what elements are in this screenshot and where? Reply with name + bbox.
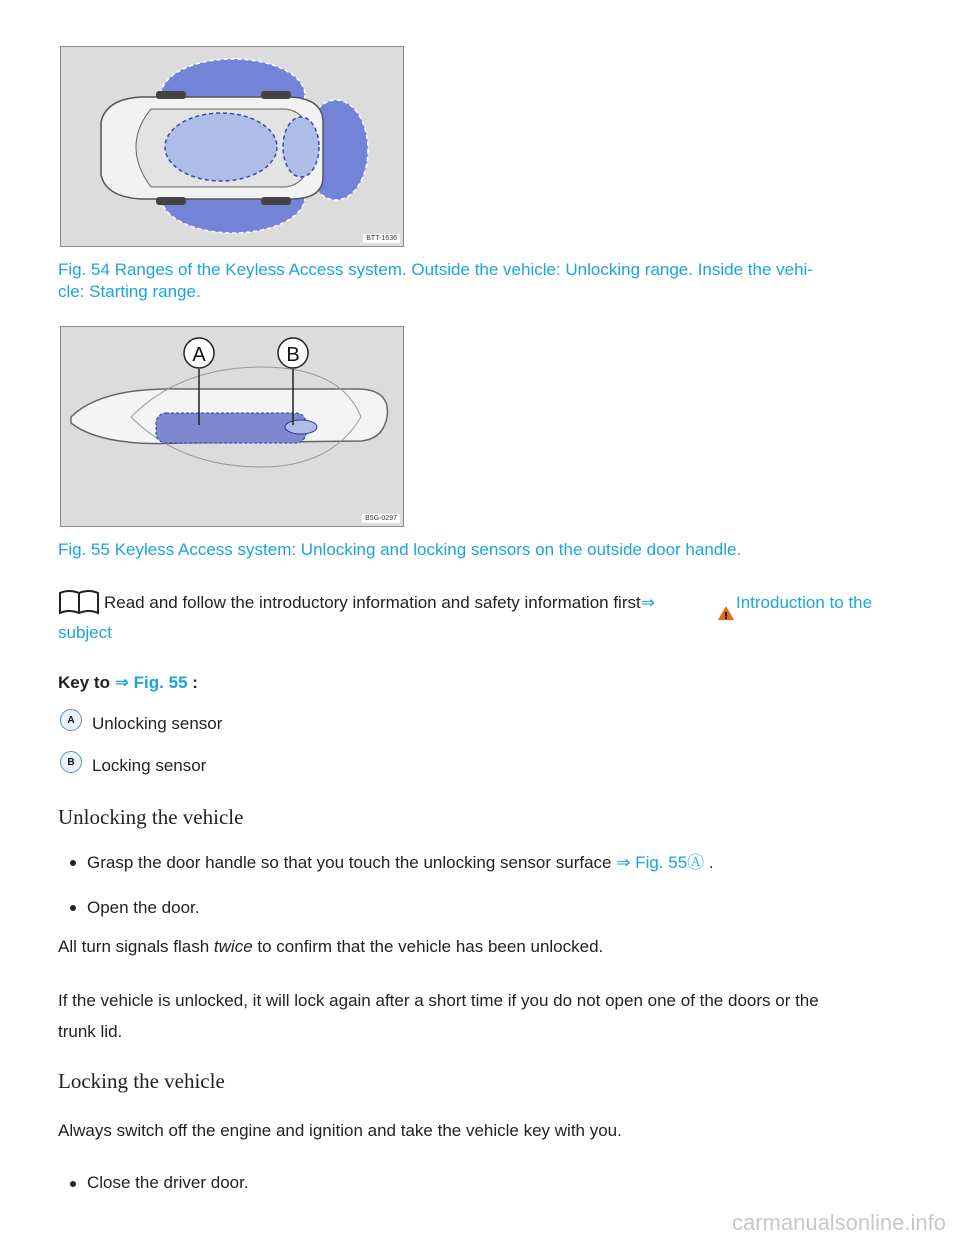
figure-code: BTT-1636	[363, 234, 400, 243]
figure-55-image	[60, 326, 404, 527]
figure-55-caption: Fig. 55 Keyless Access system: Unlocking and locking sensors on the outside door handle.	[58, 540, 742, 559]
watermark: carmanualsonline.info	[731, 1210, 946, 1235]
book-icon	[58, 589, 100, 620]
unlock-step-1-link[interactable]: ⇒ Fig. 55Ⓐ	[616, 853, 705, 872]
unlock-step-2: Open the door.	[87, 898, 200, 917]
figure-54-image	[60, 46, 404, 247]
intro-link-line1[interactable]: Introduction to the	[736, 593, 873, 612]
bullet	[70, 1181, 76, 1187]
intro-link-line2[interactable]: subject	[58, 623, 112, 642]
key-prefix: Key to	[58, 673, 110, 692]
intro-arrow[interactable]: ⇒	[640, 593, 655, 612]
relock-line-2: trunk lid.	[58, 1022, 123, 1041]
unlock-step-1-text: Grasp the door handle so that you touch the unlocking sensor surface	[87, 853, 612, 872]
locking-sensor-area	[285, 420, 317, 434]
key-item-locking-sensor: Locking sensor	[92, 756, 207, 775]
key-item-unlocking-sensor: Unlocking sensor	[92, 714, 223, 733]
unlocking-heading: Unlocking the vehicle	[58, 805, 244, 829]
key-heading	[58, 672, 918, 694]
figure-code: B5G-0297	[362, 514, 400, 523]
callout-a-label: A	[192, 344, 206, 366]
starting-range-cabin	[165, 113, 277, 181]
lock-step-1: Close the driver door.	[87, 1173, 249, 1192]
door-handle-diagram	[61, 327, 404, 527]
badge-b: B	[60, 751, 82, 773]
unlock-step-1-end: .	[708, 853, 714, 872]
signals-emphasis: twice	[213, 937, 253, 956]
key-fig-link[interactable]: ⇒ Fig. 55	[114, 673, 188, 692]
signals-post: to confirm that the vehicle has been unlocked.	[257, 937, 604, 956]
bullet	[70, 860, 76, 866]
starting-range-trunk	[283, 117, 319, 177]
intro-text: Read and follow the introductory information and safety information first	[104, 593, 641, 612]
locking-heading: Locking the vehicle	[58, 1069, 225, 1093]
relock-line-1: If the vehicle is unlocked, it will lock again after a short time if you do not open one of the doors or the	[58, 991, 819, 1010]
keyless-range-diagram	[61, 47, 404, 247]
badge-a: A	[60, 709, 82, 731]
svg-text:!: !	[723, 611, 729, 621]
unlocking-sensor-area	[156, 413, 306, 443]
callout-b-label: B	[286, 344, 300, 366]
turn-signal-text	[58, 936, 918, 958]
key-suffix: :	[192, 673, 198, 692]
locking-intro: Always switch off the engine and ignition and take the vehicle key with you.	[58, 1121, 622, 1140]
unlock-step-1	[87, 852, 907, 874]
signals-pre: All turn signals flash	[58, 937, 210, 956]
bullet	[70, 905, 76, 911]
figure-54-caption: Fig. 54 Ranges of the Keyless Access system. Outside the vehicle: Unlocking range. Inside the vehi- cle: Starting range.	[58, 260, 813, 301]
